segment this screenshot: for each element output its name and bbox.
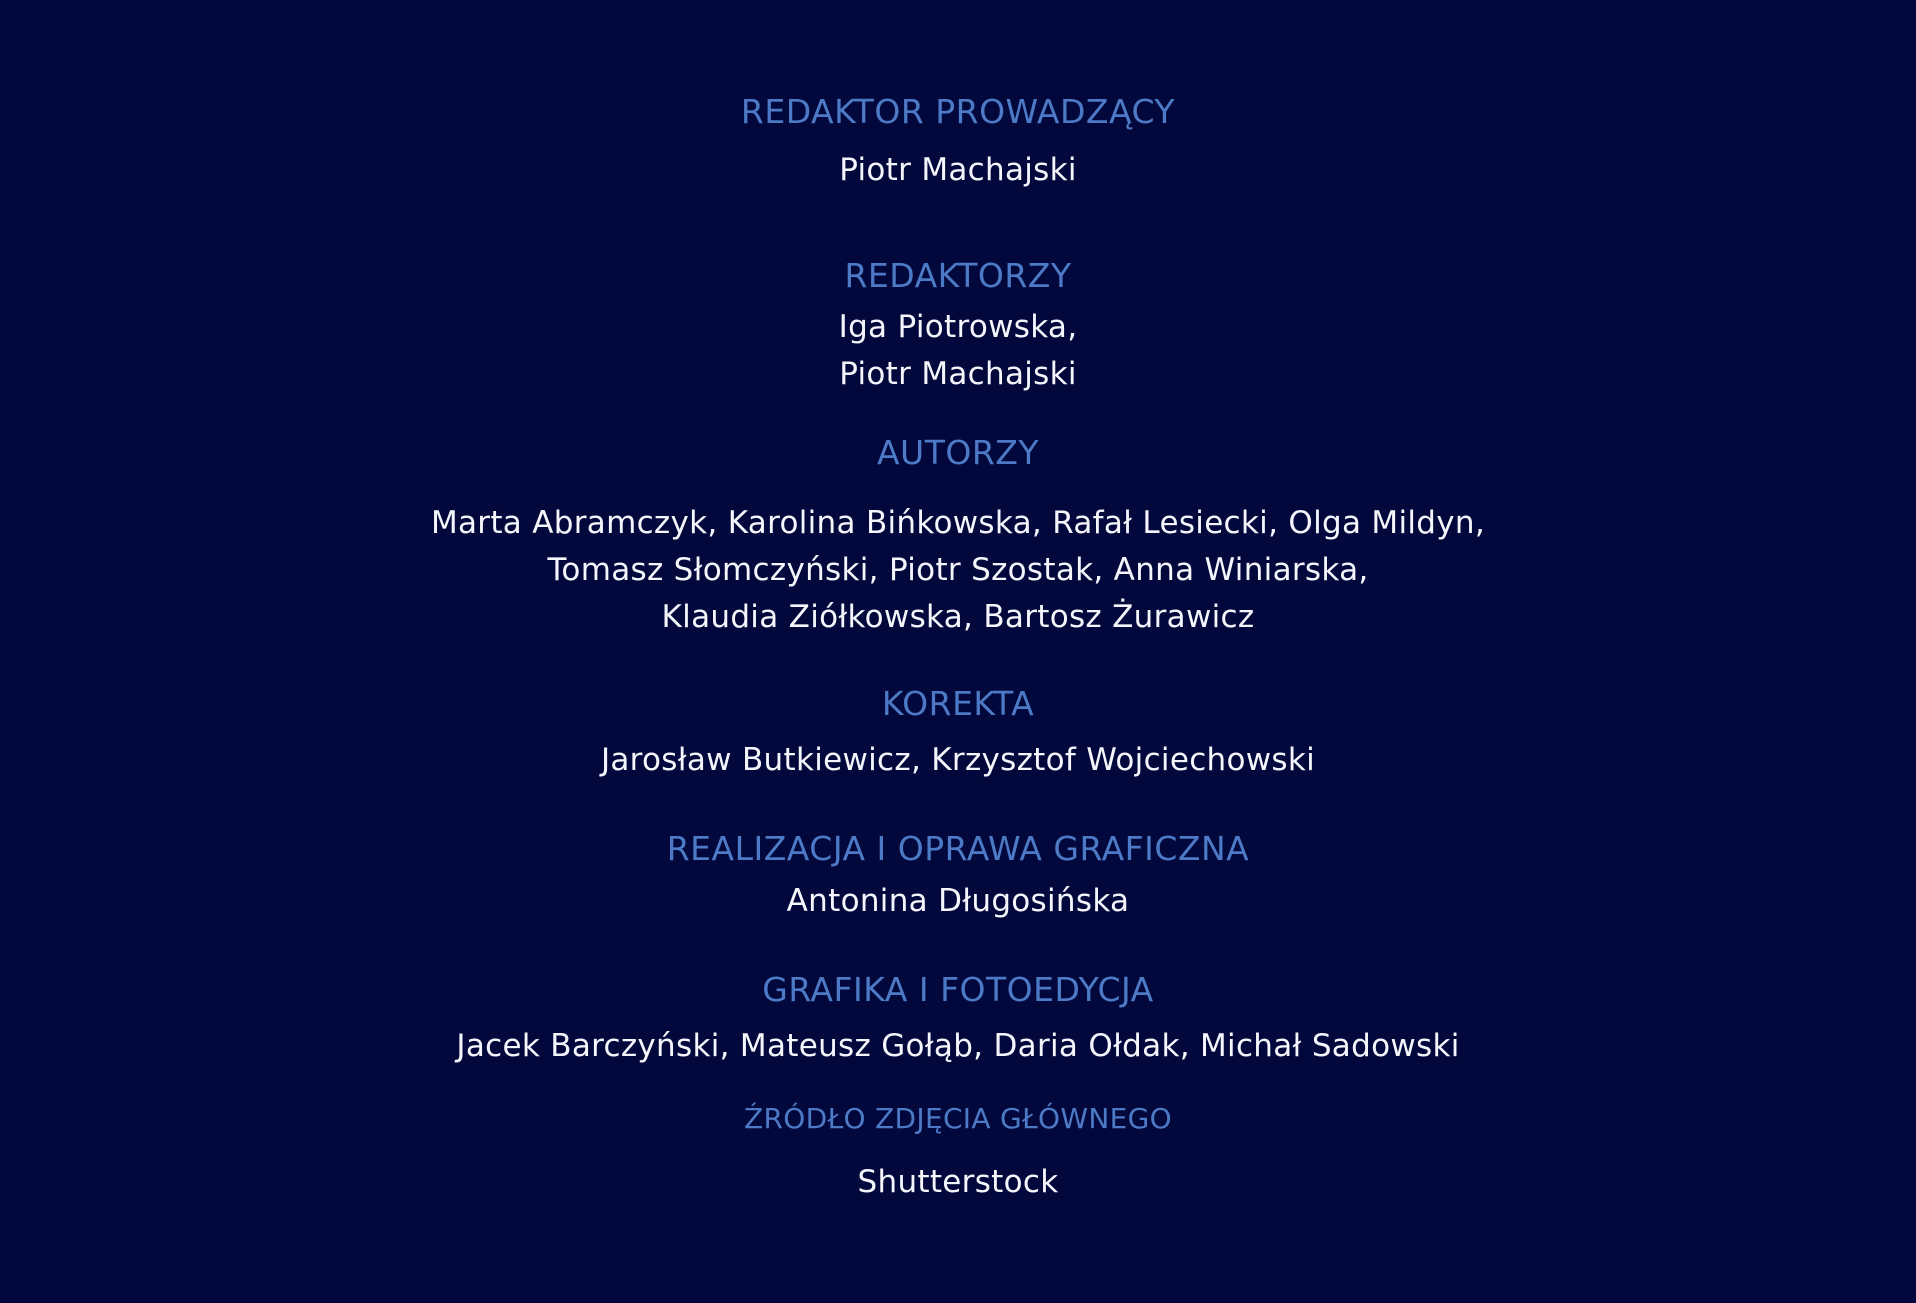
authors-line-3: Klaudia Ziółkowska, Bartosz Żurawicz (661, 599, 1255, 635)
editors-line-2: Piotr Machajski (839, 356, 1077, 392)
authors-heading: AUTORZY (876, 433, 1040, 472)
editors-heading: REDAKTORZY (844, 256, 1072, 295)
photo-source-heading: ŹRÓDŁO ZDJĘCIA GŁÓWNEGO (744, 1102, 1172, 1135)
proofreading-names: Jarosław Butkiewicz, Krzysztof Wojciechowski (600, 742, 1316, 778)
proofreading-heading: KOREKTA (881, 684, 1035, 723)
design-name: Antonina Długosińska (786, 883, 1130, 919)
managing-editor-heading: REDAKTOR PROWADZĄCY (740, 92, 1176, 131)
authors-line-1: Marta Abramczyk, Karolina Bińkowska, Rafał Lesiecki, Olga Mildyn, (430, 505, 1486, 541)
managing-editor-name: Piotr Machajski (839, 152, 1077, 188)
photo-source-name: Shutterstock (857, 1164, 1059, 1200)
editors-line-1: Iga Piotrowska, (838, 309, 1078, 345)
graphics-heading: GRAFIKA I FOTOEDYCJA (762, 970, 1154, 1009)
design-heading: REALIZACJA I OPRAWA GRAFICZNA (666, 829, 1250, 868)
graphics-names: Jacek Barczyński, Mateusz Gołąb, Daria Ołdak, Michał Sadowski (456, 1028, 1460, 1064)
authors-line-2: Tomasz Słomczyński, Piotr Szostak, Anna Winiarska, (547, 552, 1369, 588)
